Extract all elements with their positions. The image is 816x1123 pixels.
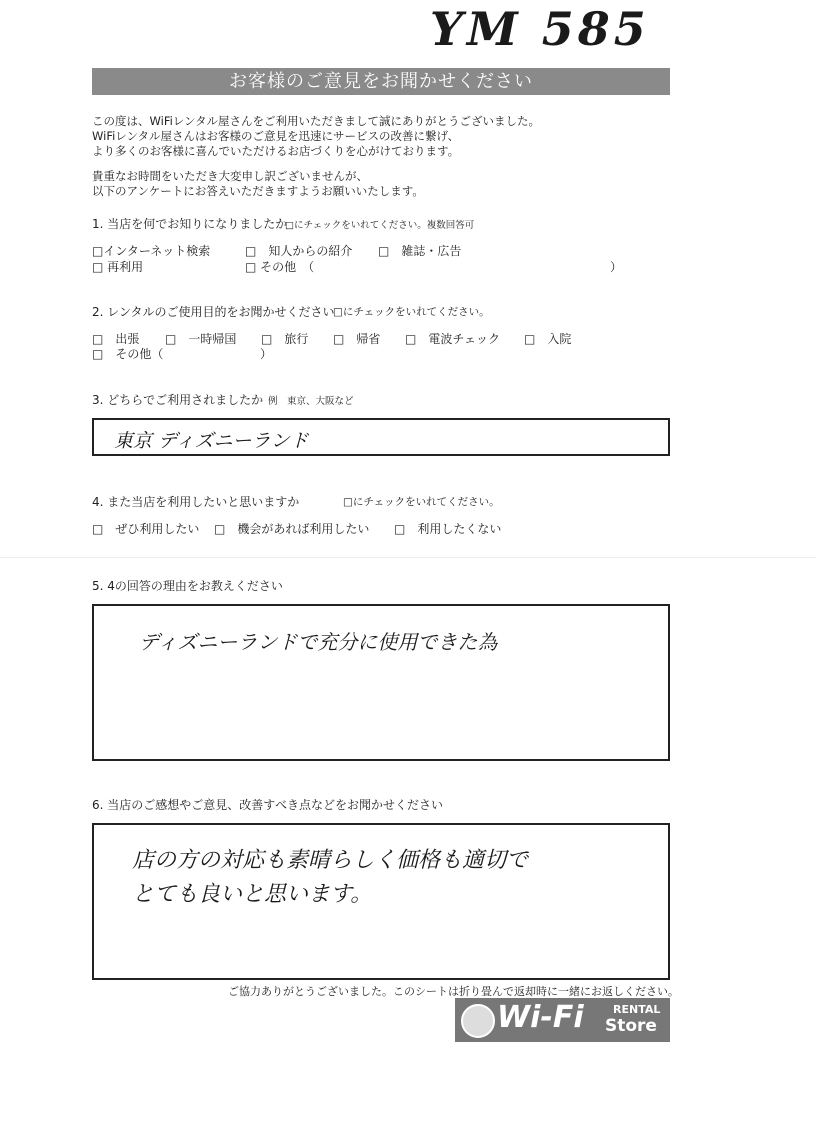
q4-title: 4. また当店を利用したいと思いますか [92,495,300,509]
q2-option-return-home[interactable]: □ 一時帰国 [165,332,237,346]
q2-option-signal-check[interactable]: □ 電波チェック [405,332,500,346]
q4-note: □にチェックをいれてください。 [343,496,500,508]
scan-line [0,557,816,558]
intro-line-3: より多くのお客様に喜んでいただけるお店づくりを心がけております。 [92,144,460,158]
q3-title: 3. どちらでご利用されましたか [92,393,264,407]
q5-title: 5. 4の回答の理由をお教えください [92,579,283,593]
q1-option-friend[interactable]: □ 知人からの紹介 [245,244,353,258]
q6-answer-line-1: 店の方の対応も素晴らしく価格も適切で [132,848,529,873]
intro-line-2: WiFiレンタル屋さんはお客様のご意見を迅速にサービスの改善に繋げ、 [92,129,460,143]
q5-answer: ディズニーランドで充分に使用できた為 [139,630,498,654]
page-title: お客様のご意見をお聞かせください [92,68,670,95]
q2-option-travel[interactable]: □ 旅行 [261,332,309,346]
logo-main-text: Wi-Fi [497,1000,584,1035]
wifi-store-logo [455,998,670,1042]
form-code: YM 585 [430,2,650,56]
q2-option-homecoming[interactable]: □ 帰省 [333,332,381,346]
q1-option-magazine[interactable]: □ 雑誌・広告 [378,244,462,258]
q3-answer-box[interactable] [92,418,670,456]
q1-option-other[interactable]: □ その他 （ [245,260,315,274]
q6-answer-box[interactable] [92,823,670,980]
q2-note: □にチェックをいれてください。 [333,306,490,318]
intro-line-1: この度は、WiFiレンタル屋さんをご利用いただきまして誠にありがとうございました。 [92,114,541,128]
q1-title: 1. 当店を何でお知りになりましたか [92,217,288,231]
q1-note: □にチェックをいれてください。複数回答可 [285,220,475,231]
q5-answer-box[interactable] [92,604,670,761]
footer-thanks: ご協力ありがとうございました。このシートは折り畳んで返却時に一緒にお返しください。 [228,985,679,998]
q4-option-if-chance[interactable]: □ 機会があれば利用したい [214,522,370,536]
logo-store-text: Store [605,1016,657,1036]
q3-example: 例 東京、大阪など [268,396,354,407]
intro-line-5: 以下のアンケートにお答えいただきますようお願いいたします。 [92,184,424,198]
q1-other-close: ） [610,260,623,274]
q4-option-definitely[interactable]: □ ぜひ利用したい [92,522,200,536]
q6-title: 6. 当店のご感想やご意見、改善すべき点などをお聞かせください [92,798,444,812]
q4-option-no[interactable]: □ 利用したくない [394,522,502,536]
q3-answer: 東京 ディズニーランド [114,430,309,452]
logo-rental-text: RENTAL [613,1003,661,1016]
q1-option-reuse[interactable]: □ 再利用 [92,260,144,274]
q2-option-business[interactable]: □ 出張 [92,332,140,346]
intro-line-4: 貴重なお時間をいただき大変申し訳ございませんが、 [92,169,368,183]
q1-option-internet[interactable]: □インターネット検索 [92,244,211,258]
q6-answer-line-2: とても良いと思います。 [132,882,373,907]
q2-other-close: ） [260,347,273,361]
q2-option-hospital[interactable]: □ 入院 [524,332,572,346]
q2-title: 2. レンタルのご使用目的をお聞かせください [92,305,335,319]
q2-option-other[interactable]: □ その他（ [92,347,164,361]
mascot-icon [461,1004,495,1038]
